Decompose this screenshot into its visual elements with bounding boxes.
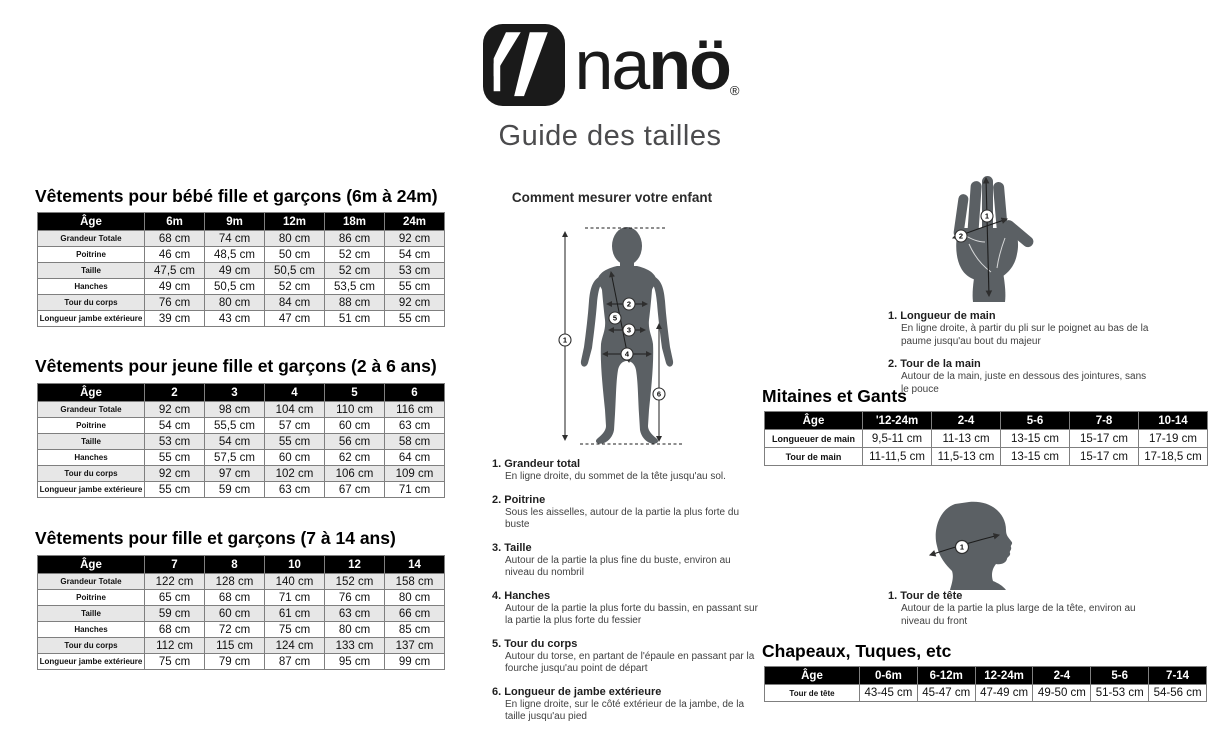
size-cell: 55 cm: [265, 434, 325, 450]
svg-text:5: 5: [612, 313, 618, 323]
size-table-young: [37, 383, 445, 498]
size-cell: 15-17 cm: [1070, 430, 1139, 448]
size-cell: 71 cm: [385, 482, 445, 498]
size-table-kids: [37, 555, 445, 670]
size-cell: 115 cm: [205, 638, 265, 654]
table-row: [38, 450, 445, 466]
size-cell: 74 cm: [205, 231, 265, 247]
row-label: Poitrine: [38, 418, 145, 434]
column-header: 6-12m: [917, 667, 975, 685]
size-cell: 13-15 cm: [1001, 430, 1070, 448]
size-cell: 50 cm: [265, 247, 325, 263]
table-row: [38, 622, 445, 638]
size-cell: 84 cm: [265, 295, 325, 311]
row-label: Grandeur Totale: [38, 402, 145, 418]
size-cell: 112 cm: [145, 638, 205, 654]
size-cell: 79 cm: [205, 654, 265, 670]
size-cell: 54 cm: [385, 247, 445, 263]
table-row: [38, 434, 445, 450]
step-number: 4.: [492, 589, 502, 602]
body-right-arm: [651, 277, 673, 367]
step-name: Hanches: [504, 589, 551, 602]
column-header: Âge: [38, 384, 145, 402]
table-header-row: [765, 667, 1207, 685]
column-header: 5-6: [1001, 412, 1070, 430]
step-description: En ligne droite, à partir du pli sur le poignet au bas de la paume jusqu'au bout du majeur: [901, 323, 1149, 347]
table-row: [38, 654, 445, 670]
row-label: Longueuer de main: [765, 430, 863, 448]
column-header: 2: [145, 384, 205, 402]
column-header: 12: [325, 556, 385, 574]
column-header: 7-14: [1149, 667, 1207, 685]
size-cell: 17-18,5 cm: [1139, 448, 1208, 466]
table-row: [38, 418, 445, 434]
table-row: [38, 279, 445, 295]
measure-step: [492, 494, 770, 532]
size-cell: 137 cm: [385, 638, 445, 654]
measure-step: [888, 358, 1183, 396]
size-cell: 110 cm: [325, 402, 385, 418]
size-cell: 59 cm: [205, 482, 265, 498]
size-cell: 47,5 cm: [145, 263, 205, 279]
row-label: Tour du corps: [38, 295, 145, 311]
size-cell: 80 cm: [325, 622, 385, 638]
size-cell: 86 cm: [325, 231, 385, 247]
size-cell: 92 cm: [385, 295, 445, 311]
size-cell: 95 cm: [325, 654, 385, 670]
size-cell: 59 cm: [145, 606, 205, 622]
size-cell: 39 cm: [145, 311, 205, 327]
row-label: Grandeur Totale: [38, 231, 145, 247]
size-cell: 64 cm: [385, 450, 445, 466]
size-table-baby: [37, 212, 445, 327]
row-label: Poitrine: [38, 247, 145, 263]
svg-text:2: 2: [958, 231, 964, 241]
step-name: Tour de la main: [900, 358, 981, 370]
size-cell: 51 cm: [325, 311, 385, 327]
size-cell: 60 cm: [265, 450, 325, 466]
column-header: 7: [145, 556, 205, 574]
step-name: Tour de tête: [900, 590, 963, 602]
row-label: Tour de tête: [765, 685, 860, 702]
table-header-row: [38, 384, 445, 402]
size-cell: 57,5 cm: [205, 450, 265, 466]
size-cell: 60 cm: [325, 418, 385, 434]
size-cell: 68 cm: [205, 590, 265, 606]
step-number: 1.: [492, 458, 502, 470]
svg-text:1: 1: [959, 542, 965, 552]
column-header: 5: [325, 384, 385, 402]
svg-text:1: 1: [562, 335, 568, 345]
svg-text:3: 3: [626, 325, 632, 335]
wordmark-bold: nö: [648, 26, 730, 104]
measure-step: [492, 590, 770, 628]
size-cell: 54 cm: [205, 434, 265, 450]
size-cell: 55,5 cm: [205, 418, 265, 434]
size-cell: 49-50 cm: [1033, 685, 1091, 702]
size-cell: 53,5 cm: [325, 279, 385, 295]
step-name: Tour du corps: [504, 637, 578, 650]
size-cell: 45-47 cm: [917, 685, 975, 702]
column-header: 4: [265, 384, 325, 402]
table-header-row: [38, 213, 445, 231]
size-cell: 98 cm: [205, 402, 265, 418]
hand-measurement-illustration: [925, 172, 1060, 304]
table-row: [765, 685, 1207, 702]
size-cell: 63 cm: [325, 606, 385, 622]
size-cell: 53 cm: [385, 263, 445, 279]
size-cell: 54 cm: [145, 418, 205, 434]
step-name: Taille: [504, 541, 532, 554]
size-cell: 66 cm: [385, 606, 445, 622]
size-cell: 50,5 cm: [205, 279, 265, 295]
size-cell: 11-11,5 cm: [863, 448, 932, 466]
size-cell: 99 cm: [385, 654, 445, 670]
column-header: '12-24m: [863, 412, 932, 430]
column-header: 12-24m: [975, 667, 1033, 685]
size-cell: 140 cm: [265, 574, 325, 590]
column-header: 9m: [205, 213, 265, 231]
size-cell: 102 cm: [265, 466, 325, 482]
table-row: [38, 311, 445, 327]
size-cell: 61 cm: [265, 606, 325, 622]
size-cell: 116 cm: [385, 402, 445, 418]
row-label: Longueur jambe extérieure: [38, 654, 145, 670]
row-label: Grandeur Totale: [38, 574, 145, 590]
size-cell: 75 cm: [145, 654, 205, 670]
size-cell: 109 cm: [385, 466, 445, 482]
column-header: Âge: [765, 667, 860, 685]
column-header: Âge: [38, 556, 145, 574]
measure-step: [492, 458, 770, 484]
size-cell: 122 cm: [145, 574, 205, 590]
size-cell: 68 cm: [145, 231, 205, 247]
row-label: Hanches: [38, 622, 145, 638]
wordmark-light: na: [574, 26, 649, 104]
step-number: 1.: [888, 310, 898, 322]
table-header-row: [765, 412, 1208, 430]
size-cell: 50,5 cm: [265, 263, 325, 279]
size-cell: 85 cm: [385, 622, 445, 638]
table-row: [38, 482, 445, 498]
table-row: [38, 263, 445, 279]
size-cell: 128 cm: [205, 574, 265, 590]
column-header: 12m: [265, 213, 325, 231]
svg-text:6: 6: [656, 389, 662, 399]
column-header: 24m: [385, 213, 445, 231]
size-cell: 17-19 cm: [1139, 430, 1208, 448]
table-row: [38, 466, 445, 482]
table-title-baby: Vêtements pour bébé fille et garçons (6m à 24m): [35, 186, 438, 206]
size-cell: 76 cm: [145, 295, 205, 311]
column-header: 8: [205, 556, 265, 574]
body-measure-steps: [492, 458, 770, 734]
column-header: 3: [205, 384, 265, 402]
size-cell: 9,5-11 cm: [863, 430, 932, 448]
brand-logo: [0, 24, 1220, 106]
size-cell: 63 cm: [265, 482, 325, 498]
svg-text:1: 1: [984, 211, 990, 221]
size-cell: 46 cm: [145, 247, 205, 263]
mittens-table-title: Mitaines et Gants: [762, 386, 907, 406]
size-cell: 52 cm: [325, 263, 385, 279]
brand-wordmark: [575, 24, 738, 106]
head-measure-badge: [956, 541, 969, 554]
size-cell: 55 cm: [145, 450, 205, 466]
size-cell: 56 cm: [325, 434, 385, 450]
step-number: 5.: [492, 637, 502, 650]
size-cell: 152 cm: [325, 574, 385, 590]
table-row: [38, 606, 445, 622]
size-cell: 72 cm: [205, 622, 265, 638]
body-measurement-illustration: [545, 222, 700, 450]
size-cell: 87 cm: [265, 654, 325, 670]
table-row: [38, 402, 445, 418]
step-description: Sous les aisselles, autour de la partie la plus forte du buste: [505, 506, 740, 530]
size-cell: 11,5-13 cm: [932, 448, 1001, 466]
step-number: 2.: [888, 358, 898, 370]
size-cell: 43 cm: [205, 311, 265, 327]
column-header: 18m: [325, 213, 385, 231]
size-cell: 62 cm: [325, 450, 385, 466]
size-cell: 55 cm: [385, 279, 445, 295]
hand-measure-steps: [888, 310, 1183, 406]
step-number: 1.: [888, 590, 898, 602]
hats-table-title: Chapeaux, Tuques, etc: [762, 641, 952, 661]
size-cell: 58 cm: [385, 434, 445, 450]
body-left-arm: [581, 277, 603, 367]
table-row: [38, 590, 445, 606]
step-number: 3.: [492, 541, 502, 554]
measure-step: [888, 310, 1183, 348]
step-number: 6.: [492, 685, 502, 698]
size-cell: 124 cm: [265, 638, 325, 654]
size-cell: 60 cm: [205, 606, 265, 622]
row-label: Hanches: [38, 279, 145, 295]
size-cell: 92 cm: [145, 466, 205, 482]
table-header-row: [38, 556, 445, 574]
size-cell: 55 cm: [145, 482, 205, 498]
size-cell: 65 cm: [145, 590, 205, 606]
table-row: [765, 448, 1208, 466]
hats-table: [764, 666, 1207, 702]
table-row: [38, 295, 445, 311]
table-row: [765, 430, 1208, 448]
svg-text:4: 4: [624, 349, 630, 359]
size-cell: 68 cm: [145, 622, 205, 638]
size-cell: 57 cm: [265, 418, 325, 434]
size-cell: 49 cm: [205, 263, 265, 279]
measure-guide-title: Comment mesurer votre enfant: [511, 190, 713, 205]
size-cell: 13-15 cm: [1001, 448, 1070, 466]
column-header: 0-6m: [860, 667, 918, 685]
size-cell: 158 cm: [385, 574, 445, 590]
step-description: Autour du torse, en partant de l'épaule en passant par la fourche jusqu'au point de départ: [505, 650, 755, 674]
size-cell: 11-13 cm: [932, 430, 1001, 448]
row-label: Hanches: [38, 450, 145, 466]
row-label: Tour de main: [765, 448, 863, 466]
step-description: Autour de la partie la plus forte du bassin, en passant sur la partie la plus forte du fessier: [505, 602, 758, 626]
measure-step: [492, 542, 770, 580]
size-cell: 133 cm: [325, 638, 385, 654]
table-row: [38, 247, 445, 263]
size-cell: 92 cm: [145, 402, 205, 418]
row-label: Taille: [38, 434, 145, 450]
size-cell: 47-49 cm: [975, 685, 1033, 702]
size-cell: 92 cm: [385, 231, 445, 247]
step-name: Grandeur total: [504, 458, 581, 470]
size-cell: 49 cm: [145, 279, 205, 295]
step-description: Autour de la partie la plus fine du buste, environ au niveau du nombril: [505, 554, 731, 578]
size-cell: 48,5 cm: [205, 247, 265, 263]
table-row: [38, 231, 445, 247]
registered-mark: ®: [729, 83, 738, 98]
size-cell: 80 cm: [385, 590, 445, 606]
table-title-kids: Vêtements pour fille et garçons (7 à 14 ans): [35, 528, 396, 548]
measure-step: [888, 590, 1188, 628]
size-cell: 75 cm: [265, 622, 325, 638]
column-header: 2-4: [932, 412, 1001, 430]
column-header: 7-8: [1070, 412, 1139, 430]
column-header: 6: [385, 384, 445, 402]
size-cell: 97 cm: [205, 466, 265, 482]
size-cell: 106 cm: [325, 466, 385, 482]
column-header: 14: [385, 556, 445, 574]
size-cell: 52 cm: [265, 279, 325, 295]
column-header: Âge: [765, 412, 863, 430]
size-cell: 15-17 cm: [1070, 448, 1139, 466]
step-description: En ligne droite, sur le côté extérieur de la jambe, de la taille jusqu'au pied: [505, 698, 745, 722]
size-cell: 67 cm: [325, 482, 385, 498]
size-cell: 53 cm: [145, 434, 205, 450]
table-row: [38, 574, 445, 590]
size-cell: 88 cm: [325, 295, 385, 311]
size-cell: 51-53 cm: [1091, 685, 1149, 702]
step-description: Autour de la partie la plus large de la tête, environ au niveau du front: [901, 603, 1136, 627]
column-header: 5-6: [1091, 667, 1149, 685]
mittens-table: [764, 411, 1208, 466]
column-header: Âge: [38, 213, 145, 231]
size-cell: 52 cm: [325, 247, 385, 263]
column-header: 6m: [145, 213, 205, 231]
size-cell: 76 cm: [325, 590, 385, 606]
step-description: Autour de la main, juste en dessous des jointures, sans le pouce: [901, 371, 1147, 395]
row-label: Poitrine: [38, 590, 145, 606]
step-description: En ligne droite, du sommet de la tête jusqu'au sol.: [505, 471, 726, 482]
size-cell: 80 cm: [205, 295, 265, 311]
row-label: Tour du corps: [38, 638, 145, 654]
step-name: Poitrine: [504, 493, 546, 506]
size-cell: 54-56 cm: [1149, 685, 1207, 702]
column-header: 10: [265, 556, 325, 574]
row-label: Longueur jambe extérieure: [38, 311, 145, 327]
svg-text:2: 2: [626, 299, 632, 309]
table-row: [38, 638, 445, 654]
step-name: Longueur de main: [900, 310, 996, 322]
size-cell: 43-45 cm: [860, 685, 918, 702]
row-label: Tour du corps: [38, 466, 145, 482]
step-name: Longueur de jambe extérieure: [504, 685, 662, 698]
row-label: Longueur jambe extérieure: [38, 482, 145, 498]
column-header: 2-4: [1033, 667, 1091, 685]
size-cell: 63 cm: [385, 418, 445, 434]
table-title-young: Vêtements pour jeune fille et garçons (2 à 6 ans): [35, 356, 437, 376]
size-cell: 47 cm: [265, 311, 325, 327]
head-measurement-illustration: [912, 498, 1037, 590]
page-title: Guide des tailles: [498, 120, 722, 152]
step-number: 2.: [492, 493, 502, 506]
head-measure-steps: [888, 590, 1188, 638]
size-cell: 71 cm: [265, 590, 325, 606]
row-label: Taille: [38, 606, 145, 622]
measure-step: [492, 686, 770, 724]
measure-step: [492, 638, 770, 676]
size-cell: 80 cm: [265, 231, 325, 247]
column-header: 10-14: [1139, 412, 1208, 430]
nano-logo-icon: [483, 24, 565, 106]
size-cell: 104 cm: [265, 402, 325, 418]
row-label: Taille: [38, 263, 145, 279]
size-cell: 55 cm: [385, 311, 445, 327]
